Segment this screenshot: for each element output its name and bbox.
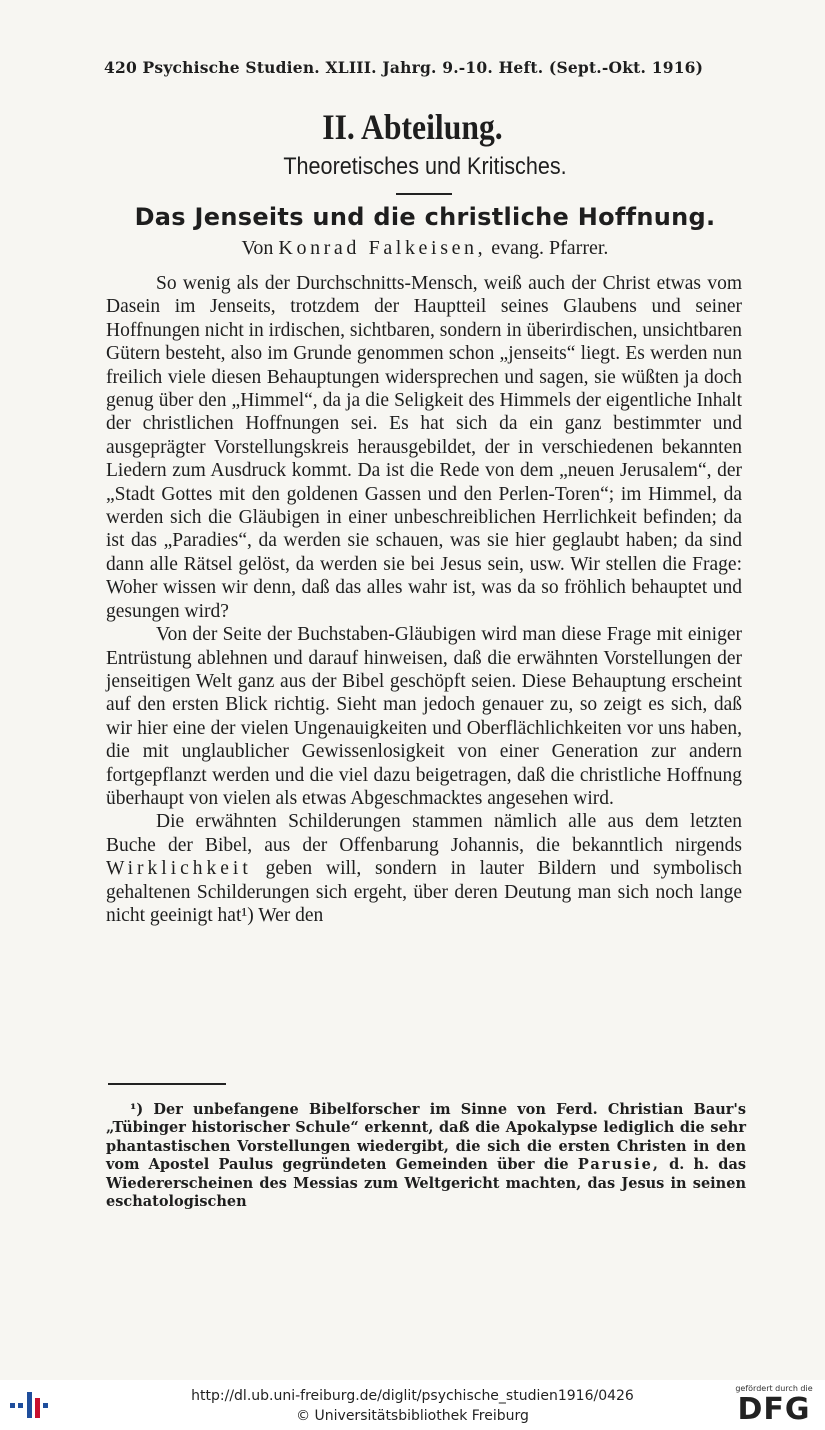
emphasis-wirklichkeit: Wirklichkeit xyxy=(106,858,252,880)
title-divider xyxy=(396,193,452,195)
running-head: 420 Psychische Studien. XLIII. Jahrg. 9.-10. Heft. (Sept.-Okt. 1916) xyxy=(104,58,704,77)
dfg-logo-text: DFG xyxy=(737,1392,811,1427)
footnote-part-b: d. h. das Wiedererscheinen des Messias zum Weltgericht machten, das Jesus in seinen eschatologischen xyxy=(106,1156,746,1211)
article-body xyxy=(106,272,742,927)
paragraph-1: So wenig als der Durchschnitts-Mensch, weiß auch der Christ etwas vom Dasein im Jenseits, trotzdem der Hauptteil seines Glaubens und seiner Hoffnungen nicht in irdischen, sichtbaren, sondern in überirdischen, unsichtbaren Gütern besteht, also im Grunde genommen schon „jenseits“ liegt. Es werden nun freilich viele diesen Behauptungen widersprechen und sagen, sie wüßten ja doch genug über den „Himmel“, da ja die Seligkeit des Himmels der eigentliche Inhalt der christlichen Hoffnungen sei. Es hat sich da ein ganz bestimmter und ausgeprägter Vorstellungskreis herausgebildet, der in verschiedenen bekannten Liedern zum Ausdruck kommt. Da ist die Rede von dem „neuen Jerusalem“, der „Stadt Gottes mit den goldenen Gassen und den Perlen-Toren“; im Himmel, da werden sich die Gläubigen in einer unbeschreiblichen Herrlichkeit befinden; da ist das „Paradies“, da werden sie schauen, was sie hier geglaubt haben; da sind dann alle Rätsel gelöst, da werden sie bei Jesus sein, usw. Wir stellen die Frage: Woher wissen wir denn, daß das alles wahr ist, was da so fröhlich behauptet und gesungen wird? xyxy=(106,273,742,622)
footnote-divider xyxy=(108,1083,226,1085)
section-subtitle: Theoretisches und Kritisches. xyxy=(283,153,567,180)
paragraph-3-part-a: Die erwähnten Schilderungen stammen nämlich alle aus dem letzten Buche der Bibel, aus der Offenbarung Johannis, die bekanntlich nirgends xyxy=(106,811,742,856)
footnote-part-a: ¹) Der unbefangene Bibelforscher im Sinne von Ferd. Christian Baur's „Tübinger historischer Schule“ erkennt, daß die Apokalypse lediglich die sehr phantastischen Vorstellungen wiedergibt, die sich die ersten Christen in den vom Apostel Paulus gegründeten Gemeinden über die xyxy=(106,1101,746,1174)
footnote xyxy=(106,1101,746,1211)
paragraph-3 xyxy=(106,810,742,927)
byline xyxy=(0,237,825,260)
footnote-1 xyxy=(106,1101,746,1211)
author-name: Konrad Falkeisen, xyxy=(278,237,487,259)
article-title: Das Jenseits und die christliche Hoffnung. xyxy=(134,203,716,231)
paragraph-2: Von der Seite der Buchstaben-Gläubigen wird man diese Frage mit einiger Entrüstung ablehnen und darauf hinweisen, daß die erwähnten Vorstellungen der jenseitigen Welt ganz aus der Bibel geschöpft seien. Diese Behauptung erscheint auf den ersten Blick richtig. Sieht man jedoch genauer zu, so zeigt es sich, daß wir hier eine der vielen Ungenauigkeiten und Oberflächlichkeiten vor uns haben, die mit unglaublicher Gewissenlosigkeit von einer Generation zur andern fortgepflanzt werden und die viel dazu beigetragen, daß die christliche Hoffnung überhaupt von vielen als etwas Abgeschmacktes angesehen wird. xyxy=(106,624,742,809)
byline-prefix: Von xyxy=(241,237,274,259)
dfg-tagline: gefördert durch die xyxy=(735,1384,813,1393)
dfg-logo xyxy=(728,1384,820,1426)
emphasis-parusie: Parusie, xyxy=(577,1156,660,1174)
author-role: evang. Pfarrer. xyxy=(491,237,609,259)
paragraph-3-part-b: geben will, sondern in lauter Bildern und symbolisch gehaltenen Schilderungen sich ergeht, über deren Deutung man sich noch lange nicht geeinigt hat¹) Wer den xyxy=(106,858,743,926)
copyright-notice: © Universitätsbibliothek Freiburg xyxy=(296,1408,529,1424)
permalink-url[interactable]: http://dl.ub.uni-freiburg.de/diglit/psychische_studien1916/0426 xyxy=(191,1388,634,1404)
section-title: II. Abteilung. xyxy=(322,107,503,147)
viewer-footer xyxy=(0,1380,825,1430)
